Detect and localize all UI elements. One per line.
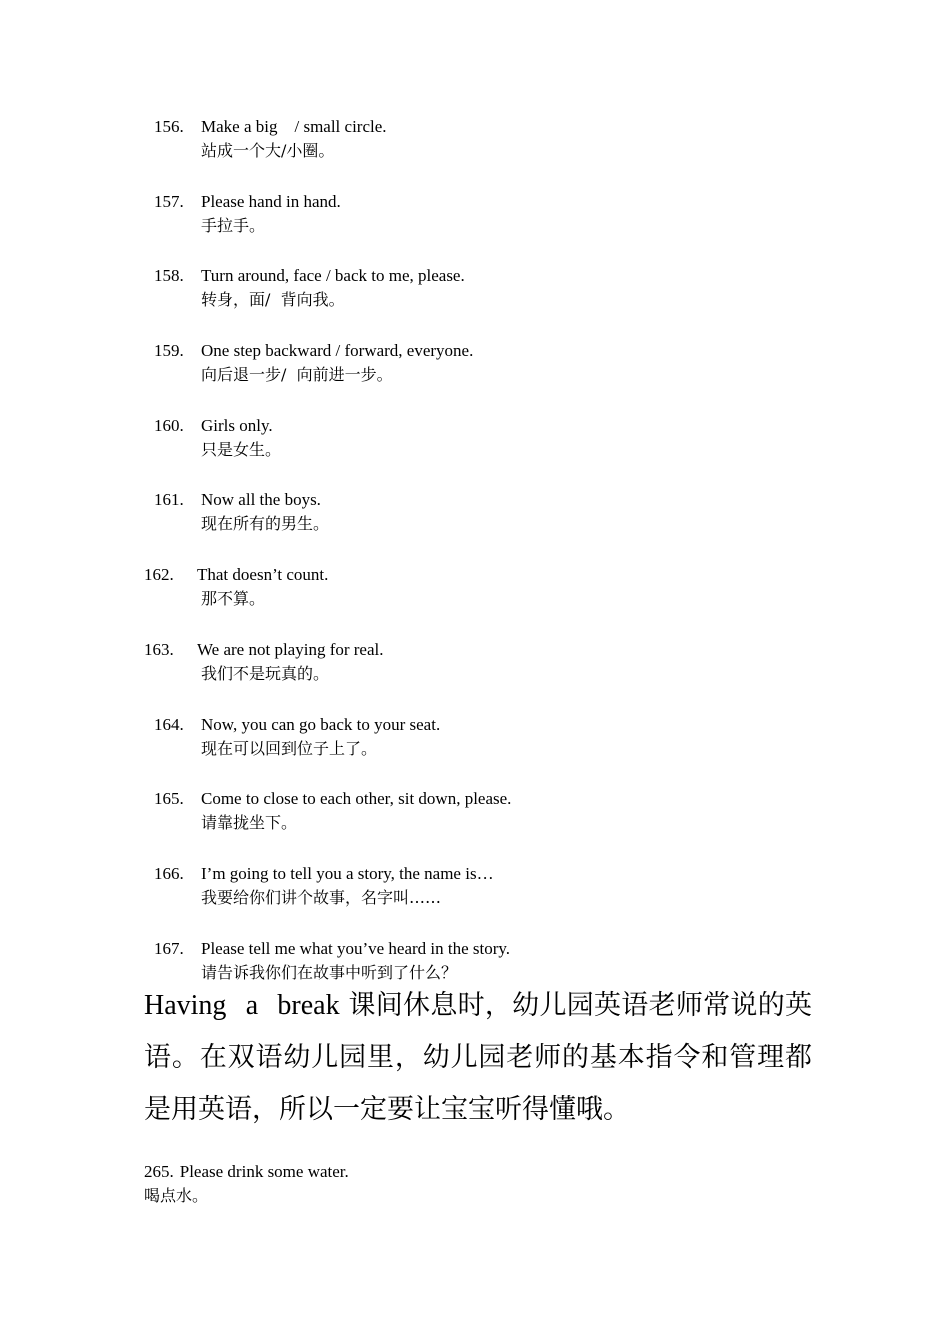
- english-phrase: I’m going to tell you a story, the name is…: [201, 864, 494, 883]
- chinese-translation: 向后退一步/ 向前进一步。: [201, 365, 393, 384]
- item-number: 162.: [144, 565, 174, 584]
- english-phrase: Now all the boys.: [201, 490, 321, 509]
- english-phrase: Please drink some water.: [179, 1162, 349, 1181]
- item-number: 156.: [154, 117, 184, 136]
- chinese-translation: 手拉手。: [201, 216, 266, 235]
- item-number: 160.: [154, 416, 184, 435]
- english-phrase: Make a big / small circle.: [201, 117, 387, 136]
- section-heading-latin: Having a break: [144, 990, 340, 1021]
- item-number: 167.: [154, 939, 184, 958]
- chinese-translation: 请靠拢坐下。: [201, 813, 298, 832]
- item-number: 163.: [144, 640, 174, 659]
- item-number: 165.: [154, 789, 184, 808]
- item-number: 265.: [144, 1162, 174, 1181]
- chinese-translation: 只是女生。: [201, 440, 282, 459]
- english-phrase: Girls only.: [201, 416, 273, 435]
- item-number: 157.: [154, 192, 184, 211]
- item-number: 166.: [154, 864, 184, 883]
- break-item-english-line: [144, 1160, 349, 1184]
- chinese-translation: 那不算。: [201, 589, 266, 608]
- english-phrase: One step backward / forward, everyone.: [201, 341, 474, 360]
- section-heading: [144, 980, 812, 1136]
- item-number: 161.: [154, 490, 184, 509]
- english-phrase: Now, you can go back to your seat.: [201, 715, 441, 734]
- chinese-translation: 转身，面/ 背向我。: [201, 290, 345, 309]
- english-phrase: Please tell me what you’ve heard in the story.: [201, 939, 511, 958]
- section-heading-text: 课间休息时，幼儿园英语老师常说的英语。在双语幼儿园里，幼儿园老师的基本指令和管理都是用英语，所以一定要让宝宝听得懂哦。: [144, 990, 812, 1125]
- item-number: 159.: [154, 341, 184, 360]
- chinese-translation: 我们不是玩真的。: [201, 664, 330, 683]
- english-phrase: Please hand in hand.: [201, 192, 341, 211]
- english-phrase: We are not playing for real.: [197, 640, 384, 659]
- item-number: 164.: [154, 715, 184, 734]
- chinese-translation: 站成一个大/小圈。: [201, 141, 335, 160]
- chinese-translation: 我要给你们讲个故事，名字叫……: [201, 888, 442, 907]
- chinese-translation: 喝点水。: [144, 1186, 209, 1205]
- chinese-translation: 请告诉我你们在故事中听到了什么？: [201, 963, 458, 982]
- english-phrase: Come to close to each other, sit down, please.: [201, 789, 512, 808]
- chinese-translation: 现在所有的男生。: [201, 514, 330, 533]
- english-phrase: That doesn’t count.: [197, 565, 329, 584]
- list-item: [144, 1160, 349, 1208]
- item-number: 158.: [154, 266, 184, 285]
- chinese-translation: 现在可以回到位子上了。: [201, 739, 378, 758]
- english-phrase: Turn around, face / back to me, please.: [201, 266, 465, 285]
